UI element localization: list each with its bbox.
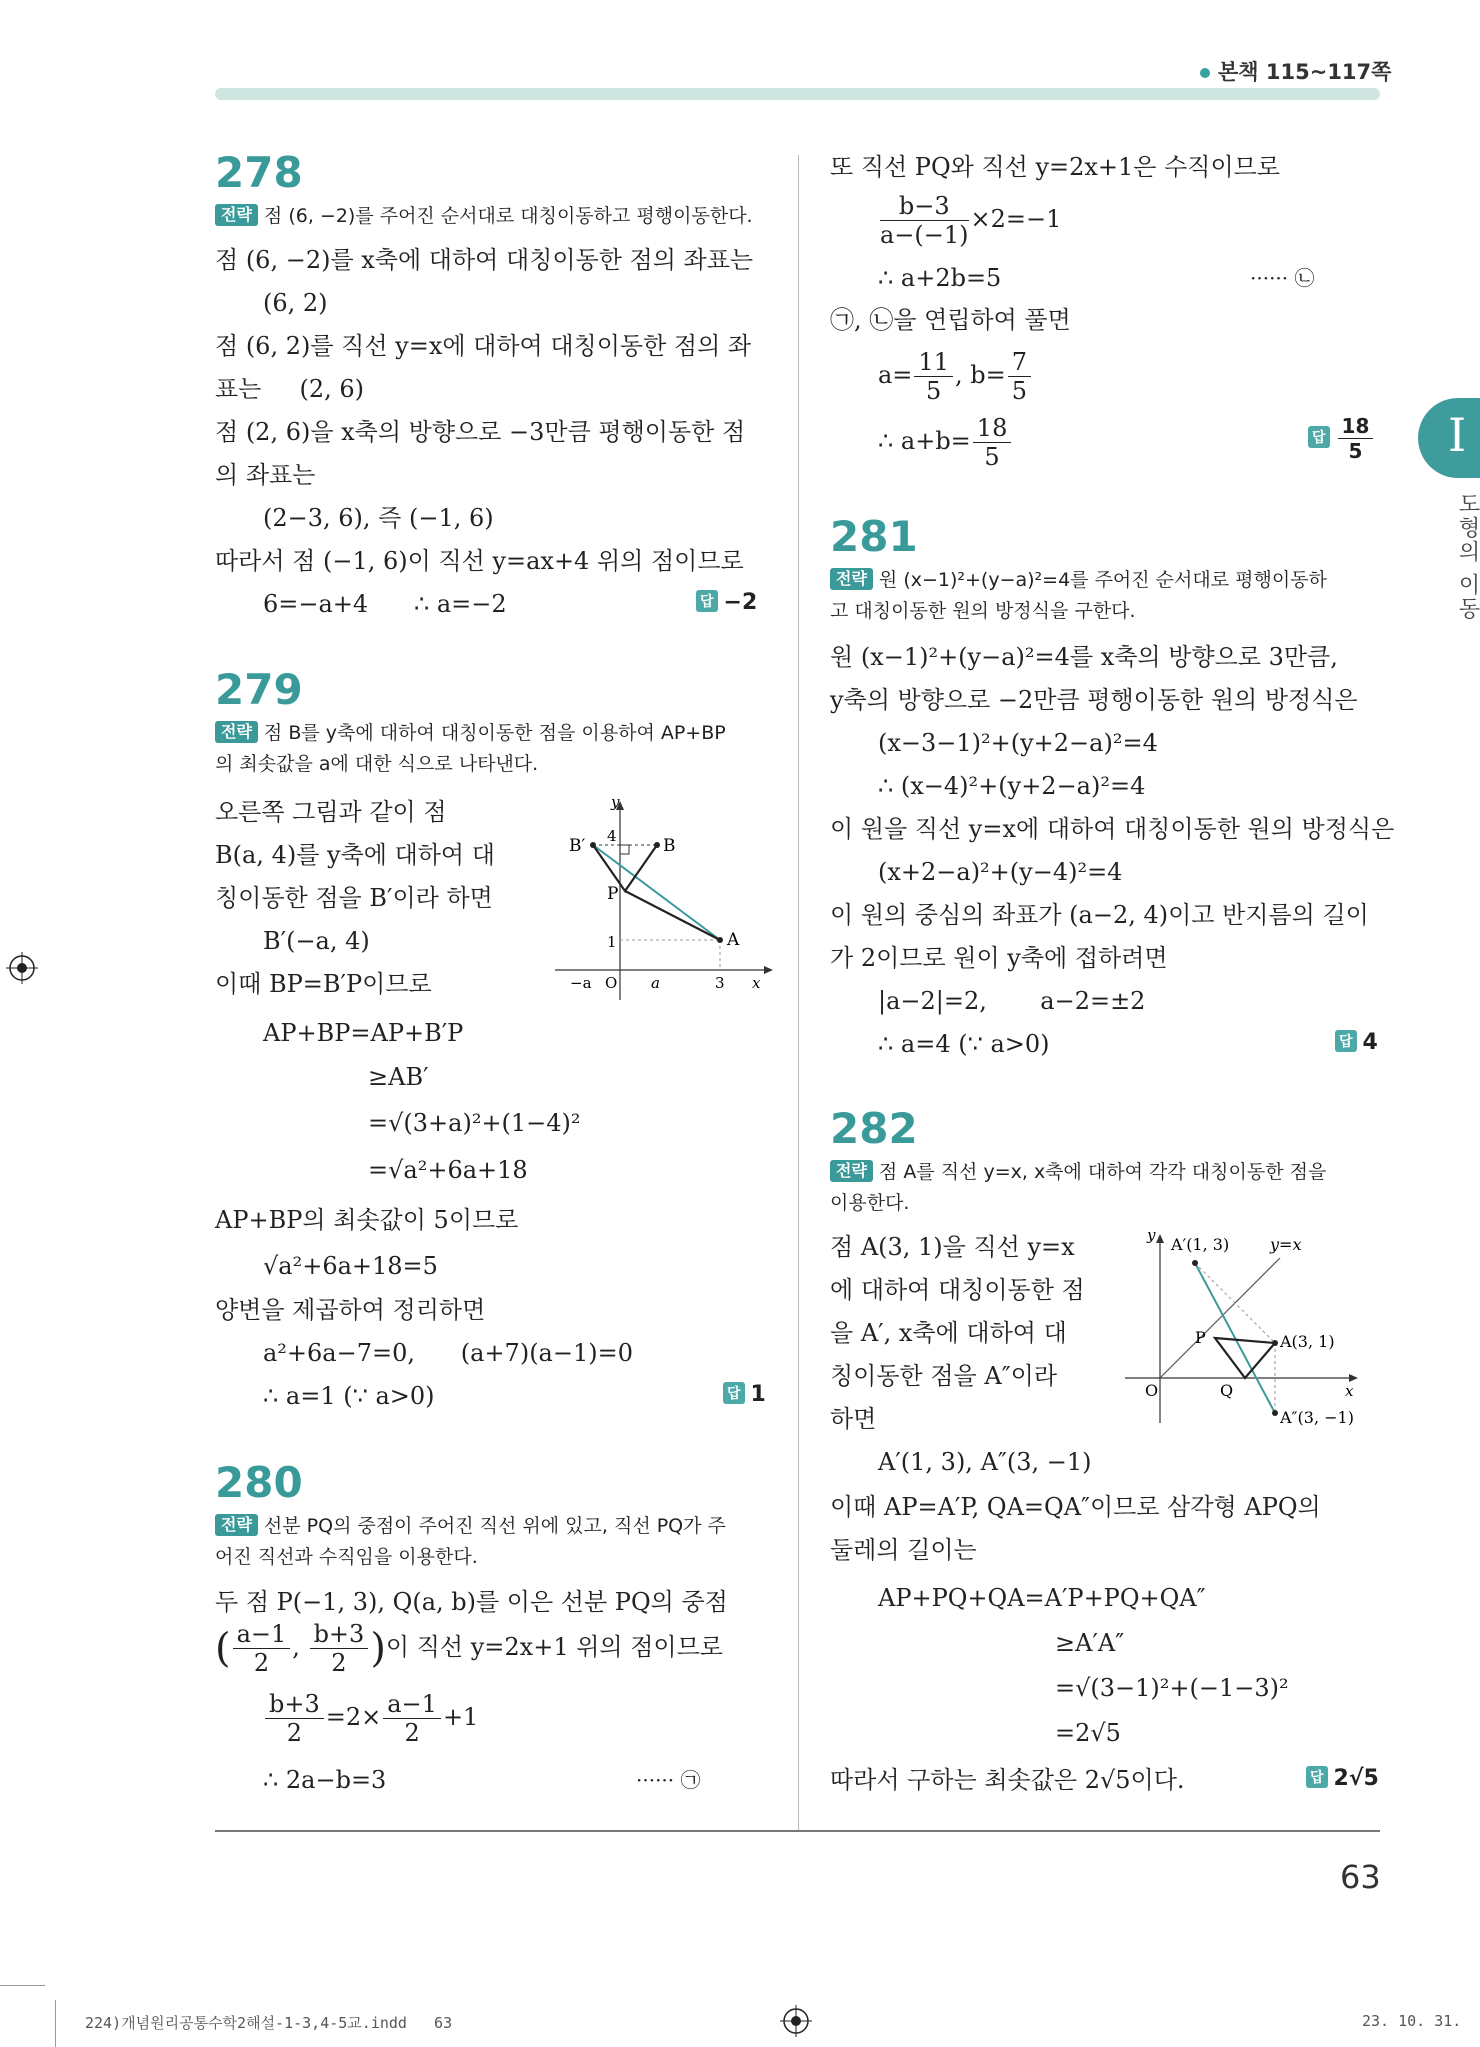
- solution-line: 이 원을 직선 y=x에 대하여 대칭이동한 원의 방정식은: [830, 815, 1395, 843]
- label-P: P: [1195, 1328, 1206, 1347]
- answer-value: −2: [723, 590, 758, 615]
- label-A': A′(1, 3): [1171, 1235, 1230, 1254]
- numerator: b+3: [310, 1620, 369, 1649]
- crop-mark: [0, 1985, 45, 1986]
- strategy-text: 점 B를 y축에 대하여 대칭이동한 점을 이용하여 AP+BP: [263, 722, 726, 744]
- solution-line: 의 좌표는: [215, 461, 316, 489]
- solution-line: 원 (x−1)²+(y−a)²=4를 x축의 방향으로 3만큼,: [830, 643, 1338, 671]
- answer-label: 답: [696, 590, 718, 612]
- label-x: x: [752, 974, 761, 992]
- footer-date: 23. 10. 31.: [1362, 2012, 1462, 2030]
- figure-282: [1115, 1228, 1380, 1428]
- bottom-rule: [215, 1830, 1380, 1832]
- strategy-text: 고 대칭이동한 원의 방정식을 구한다.: [830, 600, 1136, 622]
- answer-value: 1: [750, 1382, 766, 1407]
- solution-line: 칭이동한 점을 A″이라: [830, 1362, 1058, 1390]
- answer-282: [1306, 1766, 1379, 1791]
- denominator: 2: [253, 1649, 270, 1677]
- solution-line: √a²+6a+18=5: [263, 1252, 438, 1280]
- x-arrow-icon: [1349, 1374, 1358, 1382]
- text: +1: [442, 1703, 479, 1731]
- solution-line: 두 점 P(−1, 3), Q(a, b)를 이은 선분 PQ의 중점: [215, 1588, 728, 1616]
- answer-label: 답: [1308, 426, 1330, 448]
- solution-line: 을 A′, x축에 대하여 대: [830, 1319, 1067, 1347]
- denominator: a−(−1): [880, 221, 969, 249]
- solution-line: a²+6a−7=0, (a+7)(a−1)=0: [263, 1339, 633, 1367]
- answer-value: 4: [1362, 1030, 1378, 1055]
- fraction: [310, 1620, 369, 1677]
- answer-label: 답: [1306, 1766, 1328, 1788]
- solution-line: ≥AB′: [368, 1063, 429, 1091]
- equation-mark: ······ ㉡: [1250, 266, 1315, 290]
- problem-number-280: 280: [215, 1458, 303, 1507]
- solution-line: 양변을 제곱하여 정리하면: [215, 1296, 486, 1324]
- numerator: 18: [1338, 414, 1374, 439]
- solution-line: AP+BP=AP+B′P: [263, 1019, 464, 1047]
- label-A: A: [727, 930, 740, 950]
- label-y-equals-x: y=x: [1270, 1235, 1302, 1254]
- bullet-dot-icon: [1200, 68, 1210, 78]
- chapter-roman: I: [1448, 408, 1467, 462]
- denominator: 2: [404, 1719, 420, 1747]
- fraction: [1338, 414, 1374, 463]
- numerator: b+3: [265, 1690, 324, 1719]
- solution-line: 점 (6, 2)를 직선 y=x에 대하여 대칭이동한 점의 좌: [215, 332, 752, 360]
- denominator: 5: [984, 443, 1000, 471]
- label-B': B′: [569, 836, 586, 856]
- point-A': [1192, 1260, 1198, 1266]
- strategy-text: 어진 직선과 수직임을 이용한다.: [215, 1546, 478, 1568]
- footer-file: 224)개념원리공통수학2해설-1-3,4-5교.indd 63: [85, 2014, 453, 2032]
- label-y: y: [611, 795, 620, 811]
- strategy-text: 선분 PQ의 중점이 주어진 직선 위에 있고, 직선 PQ가 주: [263, 1515, 726, 1537]
- strategy-280: [215, 1511, 726, 1573]
- solution-line: 이때 BP=B′P이므로: [215, 970, 432, 998]
- solution-line: ∴ a+2b=5: [878, 264, 1002, 292]
- right-angle-mark: [620, 845, 629, 854]
- denominator: 2: [331, 1649, 347, 1677]
- label-B: B: [663, 836, 676, 856]
- solution-line: ≥A′A″: [1055, 1629, 1125, 1657]
- solution-line: =√a²+6a+18: [368, 1156, 528, 1184]
- strategy-tag: 전략: [215, 1514, 258, 1536]
- solution-line: 점 (2, 6)을 x축의 방향으로 −3만큼 평행이동한 점: [215, 418, 746, 446]
- label-O: O: [1145, 1381, 1159, 1400]
- label-1: 1: [607, 933, 617, 951]
- answer-label: 답: [723, 1382, 745, 1404]
- answer-281: [1335, 1030, 1378, 1055]
- text: ×2=−1: [970, 205, 1062, 233]
- fraction: [1008, 348, 1031, 405]
- page-reference-text: 본책 115~117쪽: [1218, 60, 1392, 84]
- numerator: a−1: [233, 1620, 291, 1649]
- x-arrow-icon: [764, 966, 773, 974]
- solution-line: B′(−a, 4): [263, 927, 370, 955]
- answer-278: [696, 590, 757, 615]
- text: , b=: [954, 361, 1006, 389]
- solution-line: 6=−a+4 ∴ a=−2: [263, 590, 507, 618]
- solution-line: ∴ a=1 (∵ a>0): [263, 1382, 435, 1410]
- answer-label: 답: [1335, 1030, 1357, 1052]
- text: ∴ a+b=: [878, 427, 971, 455]
- strategy-279: [215, 718, 726, 780]
- solution-line: 표는 (2, 6): [215, 375, 365, 403]
- solution-line: ∴ a=4 (∵ a>0): [878, 1030, 1050, 1058]
- solution-line: 칭이동한 점을 B′이라 하면: [215, 884, 493, 912]
- solution-line: 따라서 구하는 최솟값은 2√5이다.: [830, 1766, 1185, 1794]
- denominator: 5: [926, 377, 942, 405]
- fraction: [265, 1690, 324, 1747]
- point-A'': [1272, 1410, 1278, 1416]
- solution-line: 둘레의 길이는: [830, 1536, 977, 1564]
- strategy-tag: 전략: [830, 1160, 873, 1182]
- denominator: 2: [286, 1719, 303, 1747]
- solution-line: ∴ 2a−b=3: [263, 1766, 387, 1794]
- solution-line: A′(1, 3), A″(3, −1): [878, 1448, 1092, 1476]
- solution-line: (x+2−a)²+(y−4)²=4: [878, 858, 1123, 886]
- fraction: [973, 414, 1012, 471]
- text: =2×: [325, 1703, 382, 1731]
- solution-line: (2−3, 6), 즉 (−1, 6): [263, 504, 494, 532]
- chapter-label: 도형의 이동: [1455, 492, 1480, 621]
- segment-AP: [625, 891, 720, 940]
- solution-line: B(a, 4)를 y축에 대하여 대: [215, 841, 495, 869]
- strategy-text: 의 최솟값을 a에 대한 식으로 나타낸다.: [215, 753, 539, 775]
- solution-line: AP+BP의 최솟값이 5이므로: [215, 1206, 519, 1234]
- solution-line: (x−3−1)²+(y+2−a)²=4: [878, 729, 1158, 757]
- crop-mark: [55, 2000, 56, 2047]
- segment-A'A'': [1195, 1263, 1275, 1413]
- label-Q: Q: [1220, 1381, 1234, 1400]
- strategy-281: [830, 565, 1327, 627]
- strategy-text: 점 (6, −2)를 주어진 순서대로 대칭이동하고 평행이동한다.: [263, 205, 753, 227]
- label-y: y: [1147, 1228, 1156, 1244]
- strategy-278: [215, 201, 753, 232]
- problem-number-278: 278: [215, 148, 303, 197]
- label-O: O: [605, 974, 618, 992]
- problem-number-281: 281: [830, 512, 918, 561]
- numerator: a−1: [383, 1690, 441, 1719]
- solution-line: [878, 192, 1061, 249]
- figure-279: [545, 795, 780, 1010]
- solution-line: 또 직선 PQ와 직선 y=2x+1은 수직이므로: [830, 153, 1281, 181]
- fraction: [880, 192, 969, 249]
- y-arrow-icon: [1156, 1234, 1164, 1243]
- solution-line: 이때 AP=A′P, QA=QA″이므로 삼각형 APQ의: [830, 1493, 1321, 1521]
- solution-line: [878, 414, 1013, 471]
- solution-line: 에 대하여 대칭이동한 점: [830, 1276, 1085, 1304]
- point-B: [654, 842, 660, 848]
- solution-line: [878, 348, 1033, 405]
- solution-line: 점 A(3, 1)을 직선 y=x: [830, 1233, 1075, 1261]
- equation-mark: ······ ㉠: [636, 1768, 701, 1792]
- page-number: 63: [1340, 1858, 1381, 1896]
- solution-line: y축의 방향으로 −2만큼 평행이동한 원의 방정식은: [830, 686, 1358, 714]
- problem-number-279: 279: [215, 665, 303, 714]
- label-x: x: [1345, 1382, 1354, 1400]
- fraction: [233, 1620, 291, 1677]
- strategy-tag: 전략: [215, 721, 258, 743]
- solution-line: 점 (6, −2)를 x축에 대하여 대칭이동한 점의 좌표는: [215, 246, 754, 274]
- solution-line: =√(3+a)²+(1−4)²: [368, 1109, 581, 1137]
- solution-line: ㉠, ㉡을 연립하여 풀면: [830, 306, 1071, 334]
- label-A: A(3, 1): [1280, 1332, 1335, 1351]
- problem-number-282: 282: [830, 1104, 918, 1153]
- fraction: [914, 348, 953, 405]
- denominator: 5: [1348, 439, 1363, 463]
- page-reference: [1200, 56, 1391, 86]
- solution-line: AP+PQ+QA=A′P+PQ+QA″: [878, 1584, 1206, 1612]
- solution-line: [263, 1690, 478, 1747]
- strategy-tag: 전략: [830, 568, 873, 590]
- strategy-text: 점 A를 직선 y=x, x축에 대하여 각각 대칭이동한 점을: [878, 1161, 1327, 1183]
- point-A: [1272, 1340, 1278, 1346]
- label-3: 3: [715, 974, 725, 992]
- label-neg-a: −a: [570, 974, 592, 992]
- strategy-282: [830, 1157, 1326, 1219]
- column-divider: [798, 155, 799, 1830]
- answer-279: [723, 1382, 766, 1407]
- label-a: a: [651, 974, 660, 992]
- label-4: 4: [607, 827, 617, 845]
- solution-line: (6, 2): [263, 289, 328, 317]
- solution-line: 따라서 점 (−1, 6)이 직선 y=ax+4 위의 점이므로: [215, 547, 744, 575]
- numerator: 11: [914, 348, 953, 377]
- strategy-text: 원 (x−1)²+(y−a)²=4를 주어진 순서대로 평행이동하: [878, 569, 1327, 591]
- solution-line: 이 원의 중심의 좌표가 (a−2, 4)이고 반지름의 길이: [830, 901, 1369, 929]
- solution-line: |a−2|=2, a−2=±2: [878, 987, 1146, 1015]
- answer-value: 2√5: [1333, 1766, 1379, 1791]
- numerator: b−3: [880, 192, 969, 221]
- solution-line: ∴ (x−4)²+(y+2−a)²=4: [878, 772, 1146, 800]
- numerator: 7: [1008, 348, 1031, 377]
- point-B': [590, 842, 596, 848]
- label-A'': A″(3, −1): [1280, 1408, 1354, 1427]
- registration-mark-icon: [780, 2005, 812, 2037]
- strategy-tag: 전략: [215, 204, 258, 226]
- text: a=: [878, 361, 913, 389]
- line-y-equals-x: [1160, 1258, 1280, 1378]
- fraction: [383, 1690, 441, 1747]
- solution-line: =2√5: [1055, 1719, 1121, 1747]
- text: 이 직선 y=2x+1 위의 점이므로: [385, 1633, 723, 1661]
- denominator: 5: [1011, 377, 1027, 405]
- solution-line: 하면: [830, 1405, 877, 1433]
- solution-line: 오른쪽 그림과 같이 점: [215, 798, 447, 826]
- answer-280: [1308, 414, 1375, 463]
- point-A: [717, 937, 723, 943]
- numerator: 18: [973, 414, 1012, 443]
- chapter-tab: [1418, 398, 1480, 478]
- solution-line: ( $\frac{a-1}{2}$ , $\frac{b+3}{2}$ )이 직선 y=2x+1 위의 점이므로: [215, 1620, 723, 1677]
- header-bar: [215, 88, 1380, 100]
- label-P: P: [607, 884, 619, 904]
- strategy-text: 이용한다.: [830, 1192, 910, 1214]
- solution-line: 가 2이므로 원이 y축에 접하려면: [830, 944, 1168, 972]
- solution-line: =√(3−1)²+(−1−3)²: [1055, 1674, 1289, 1702]
- registration-mark-icon: [6, 952, 38, 984]
